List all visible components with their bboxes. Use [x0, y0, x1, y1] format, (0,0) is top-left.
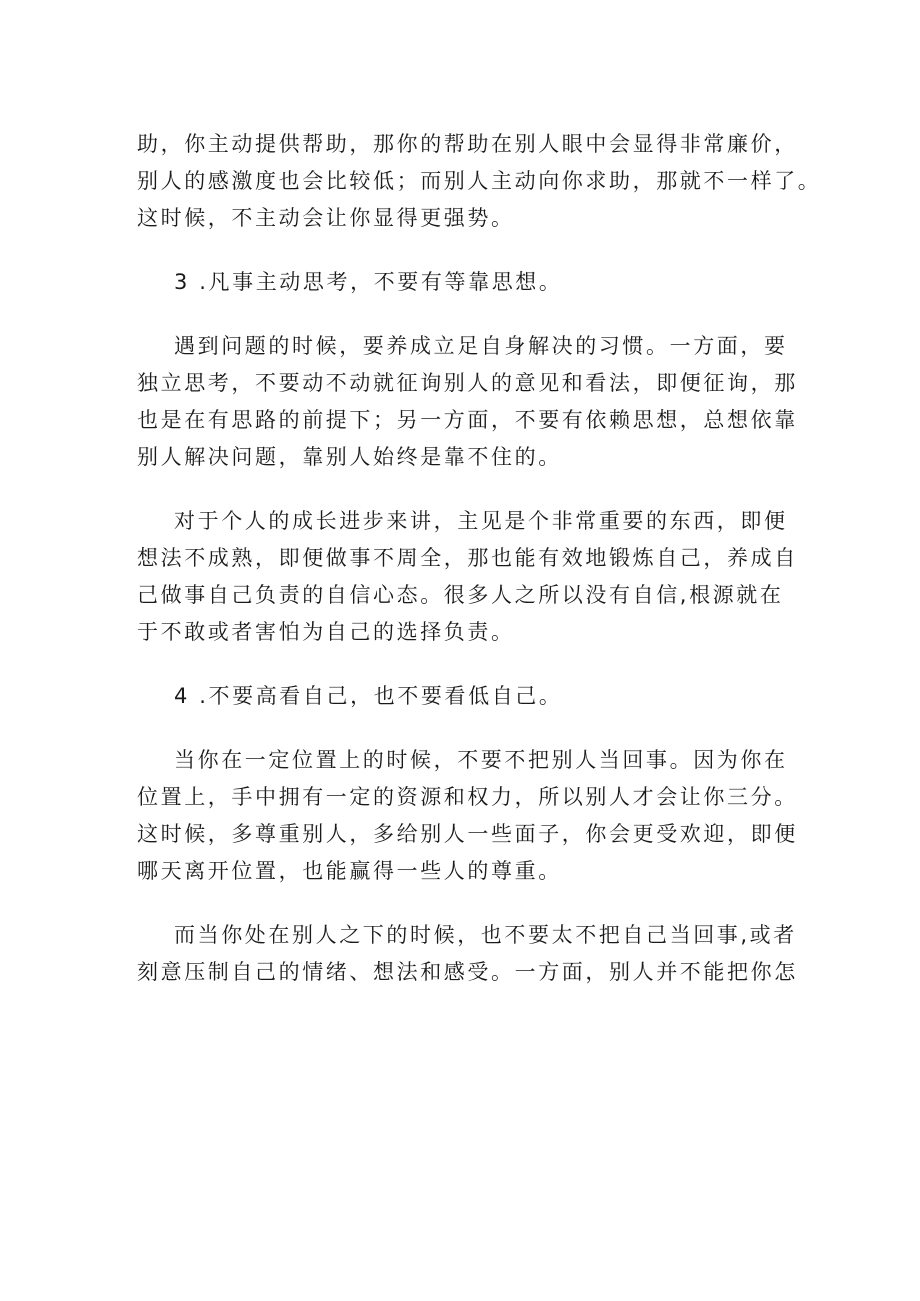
text-line: 想法不成熟，即便做事不周全，那也能有效地锻炼自己，养成自 — [137, 546, 798, 570]
text-line: 而当你处在别人之下的时候，也不要太不把自己当回事,或者 — [174, 923, 797, 947]
text-line: 刻意压制自己的情绪、想法和感受。一方面，别人并不能把你怎 — [137, 960, 798, 984]
text-line: 当你在一定位置上的时候，不要不把别人当回事。因为你在 — [174, 748, 788, 772]
text-line: 这时候，不主动会让你显得更强势。 — [137, 206, 515, 230]
text-line: 也是在有思路的前提下；另一方面，不要有依赖思想，总想依靠 — [137, 408, 798, 432]
paragraph-independent-thinking — [137, 328, 797, 476]
text-line: 对于个人的成长进步来讲，主见是个非常重要的东西，即便 — [174, 509, 788, 533]
text-line: 独立思考，不要动不动就征询别人的意见和看法，即便征询，那 — [137, 371, 798, 395]
text-line: 哪天离开位置，也能赢得一些人的尊重。 — [137, 859, 562, 883]
paragraph-self-confidence — [137, 503, 797, 651]
heading-text: 3 .凡事主动思考，不要有等靠思想。 — [174, 270, 563, 294]
document-body — [137, 126, 822, 991]
paragraph-helping — [137, 126, 822, 237]
section-heading-3 — [137, 264, 797, 301]
text-line: 这时候，多尊重别人，多给别人一些面子，你会更受欢迎，即便 — [137, 822, 798, 846]
text-line: 遇到问题的时候，要养成立足自身解决的习惯。一方面，要 — [174, 334, 788, 358]
text-line: 位置上，手中拥有一定的资源和权力，所以别人才会让你三分。 — [137, 785, 798, 809]
paragraph-respect-others — [137, 742, 797, 890]
text-line: 于不敢或者害怕为自己的选择负责。 — [137, 620, 515, 644]
text-line: 别人解决问题，靠别人始终是靠不住的。 — [137, 445, 562, 469]
heading-text: 4 .不要高看自己，也不要看低自己。 — [174, 684, 563, 708]
section-heading-4 — [137, 678, 797, 715]
text-line: 助，你主动提供帮助，那你的帮助在别人眼中会显得非常廉价， — [137, 132, 798, 156]
text-line: 己做事自己负责的自信心态。很多人之所以没有自信,根源就在 — [137, 583, 784, 607]
text-line: 别人的感激度也会比较低；而别人主动向你求助，那就不一样了。 — [137, 169, 822, 193]
paragraph-self-value — [137, 917, 797, 991]
